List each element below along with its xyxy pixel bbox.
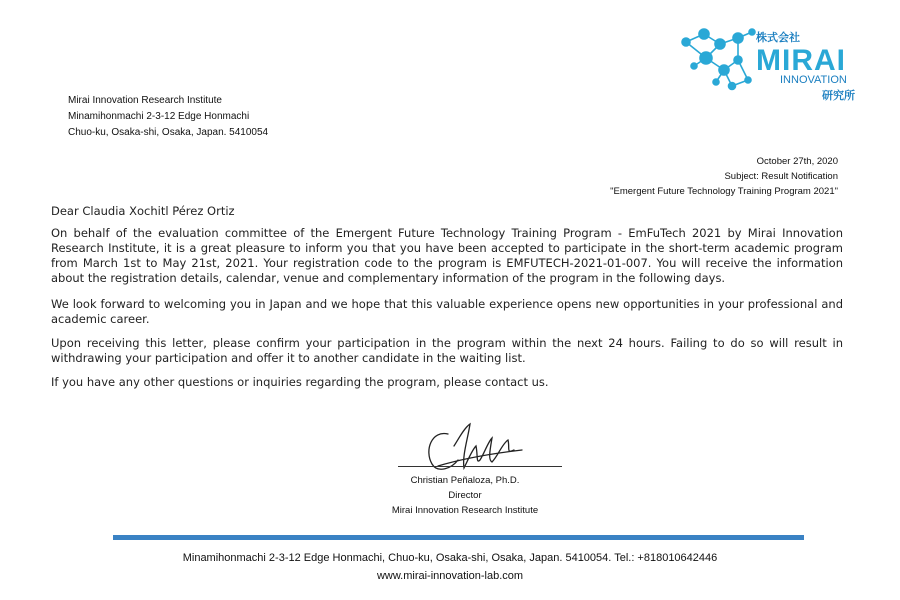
letter-subject: Subject: Result Notification [724, 171, 838, 182]
logo-sub: INNOVATION [780, 74, 847, 86]
signer-org: Mirai Innovation Research Institute [391, 505, 539, 516]
logo-brand: MIRAI [756, 44, 846, 77]
logo-kanji-lab: 研究所 [822, 89, 855, 102]
signer-title: Director [448, 490, 482, 501]
signer-name: Christian Peñaloza, Ph.D. [410, 475, 520, 486]
sender-address-line2: Chuo-ku, Osaka-shi, Osaka, Japan. 5410054 [68, 127, 269, 138]
greeting: Dear Claudia Xochitl Pérez Ortiz [51, 204, 235, 218]
paragraph-3: Upon receiving this letter, please confirm your participation in the program within the next 24 hours. Failing to do so will result in withdrawing your participation and offer it to another candidate in the waiting list. [51, 336, 843, 365]
signature-block [380, 473, 550, 518]
network-icon [682, 29, 755, 90]
sender-name: Mirai Innovation Research Institute [68, 95, 222, 106]
letter-program: "Emergent Future Technology Training Program 2021" [610, 186, 838, 197]
paragraph-2: We look forward to welcoming you in Japan and we hope that this valuable experience opens new opportunities in your professional and academic career. [51, 297, 843, 326]
letter-meta [610, 154, 838, 199]
sender-address-block [68, 93, 268, 141]
sender-address-line1: Minamihonmachi 2-3-12 Edge Honmachi [68, 111, 250, 122]
footer-address: Minamihonmachi 2-3-12 Edge Honmachi, Chuo-ku, Osaka-shi, Osaka, Japan. 5410054. Tel.: +818010642446 [182, 552, 718, 564]
signature-line [398, 466, 562, 467]
logo-kanji-company: 株式会社 [756, 31, 800, 44]
letter-date: October 27th, 2020 [756, 156, 838, 167]
footer-website[interactable]: www.mirai-innovation-lab.com [376, 570, 524, 582]
paragraph-4: If you have any other questions or inquiries regarding the program, please contact us. [51, 375, 549, 389]
handwritten-signature [418, 420, 528, 476]
footer-divider-bar [113, 535, 804, 540]
paragraph-1: On behalf of the evaluation committee of the Emergent Future Technology Training Program - EmFuTech 2021 by Mirai Innovation Research Institute, it is a great pleasure to inform you that you have been accepted to participate in the short-term academic program from March 1st to May 21st, 2021. Your registration code to the program is EMFUTECH-2021-01-007. You will receive the information about the registration details, calendar, venue and complementary information of the program in the following days. [51, 226, 843, 285]
mirai-innovation-logo [676, 20, 866, 104]
